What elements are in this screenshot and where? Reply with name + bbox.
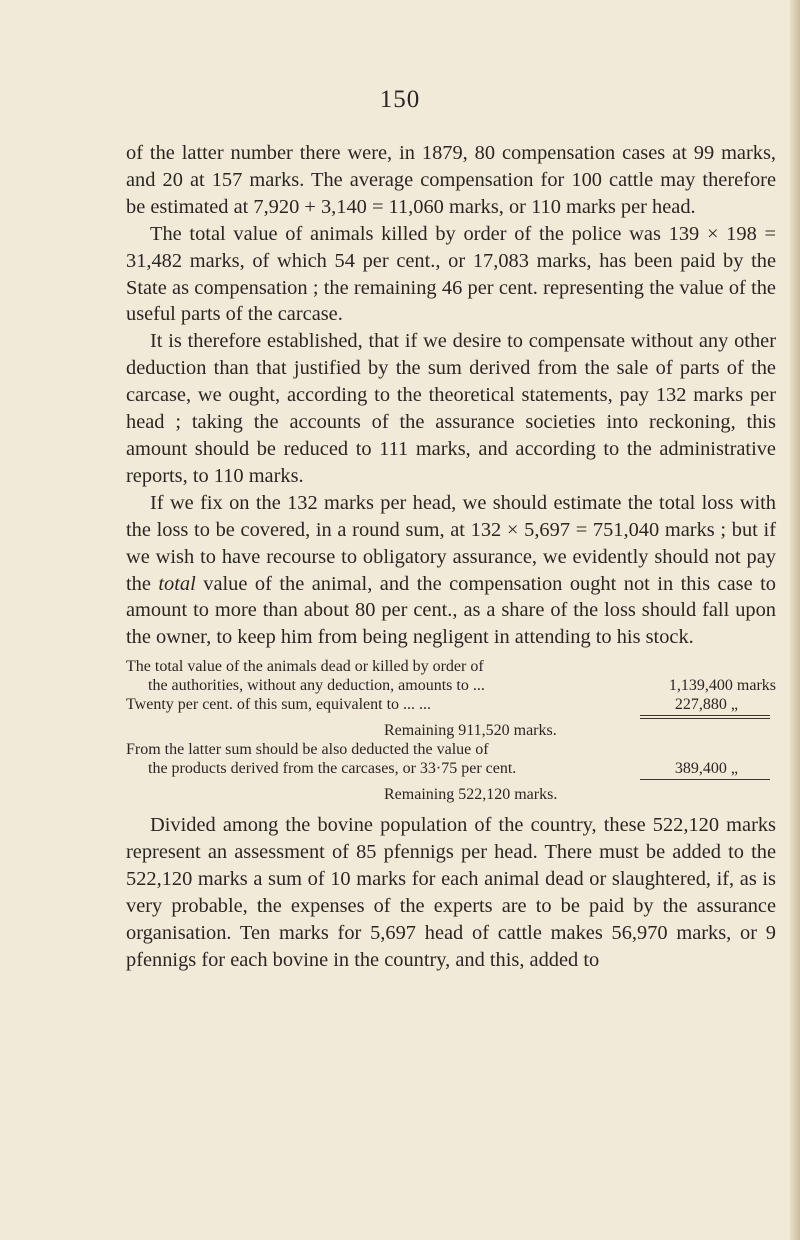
row-3-value: 389,400 „ xyxy=(674,760,738,778)
rule-line xyxy=(640,718,770,719)
row-1-line-1: The total value of the animals dead or killed by order of xyxy=(126,658,484,676)
paragraph-1: of the latter number there were, in 1879, 80 compensation cases at 99 marks, and 20 at 157 marks. The average compensation for 100 cattle may therefore be estimated at 7,920 + 3,140 = 11,060 marks, or 110 marks per head. xyxy=(126,142,776,218)
paragraph-4 xyxy=(126,490,776,651)
paragraph-3: It is therefore established, that if we desire to compensate without any other deduction than that justified by the sum derived from the sale of parts of the carcase, we ought, according to the theoretical statements, pay 132 marks per head ; taking the accounts of the assurance societies into reckoning, this amount should be reduced to 111 marks, and according to the administrative reports, to 110 marks. xyxy=(126,330,776,487)
table-row xyxy=(126,657,776,676)
paragraph-2: The total value of animals killed by order of the police was 139 × 198 = 31,482 marks, of which 54 per cent., or 17,083 marks, has been paid by the State as compensation ; the remaining 46 per cent. representing the value of the useful parts of the carcase. xyxy=(126,222,776,326)
remaining-row-2: Remaining 522,120 marks. xyxy=(384,786,558,804)
row-1-value: 1,139,400 marks xyxy=(668,677,776,695)
row-3-line-1: From the latter sum should be also deducted the value of xyxy=(126,741,489,759)
paragraph-5: Divided among the bovine population of the country, these 522,120 marks represent an assessment of 85 pfennigs per head. There must be added to the 522,120 marks a sum of 10 marks for each animal dead or slaughtered, if, as is very probable, the expenses of the experts are to be paid by the assurance organisation. Ten marks for 5,697 head of cattle makes 56,970 marks, or 9 pfennigs for each bovine in the country, and this, added to xyxy=(126,814,776,971)
paragraph-4-emphasis: total xyxy=(158,572,196,595)
rule-line xyxy=(640,715,770,716)
calculation-table xyxy=(126,657,776,804)
table-row xyxy=(126,676,776,695)
paragraph-4-start: If we fix on the 132 marks per head, we should estimate the total loss with the loss to be covered, in a round sum, at 132 × 5,697 = 751,040 marks ; but if we wish to have recourse to obligatory assurance, we evidently should not pay the xyxy=(126,491,776,595)
double-rule xyxy=(126,714,776,721)
rule-line xyxy=(640,779,770,780)
row-2-value: 227,880 „ xyxy=(674,696,738,714)
table-row xyxy=(126,740,776,759)
body-text xyxy=(126,140,776,974)
remaining-row-1: Remaining 911,520 marks. xyxy=(384,722,557,740)
page-edge xyxy=(790,0,800,1240)
table-row xyxy=(126,695,776,714)
row-1-line-2: the authorities, without any deduction, amounts to ... xyxy=(148,677,485,695)
paragraph-4-end: value of the animal, and the compensation ought not in this case to amount to more than about 80 per cent., as a share of the loss should fall upon the owner, to keep him from being negligent in attending to his stock. xyxy=(126,572,776,649)
page-number: 150 xyxy=(379,86,421,113)
row-2-text: Twenty per cent. of this sum, equivalent to ... ... xyxy=(126,696,432,714)
single-rule xyxy=(126,778,776,785)
row-3-line-2: the products derived from the carcases, or 33·75 per cent. xyxy=(148,760,517,778)
table-row xyxy=(126,759,776,778)
